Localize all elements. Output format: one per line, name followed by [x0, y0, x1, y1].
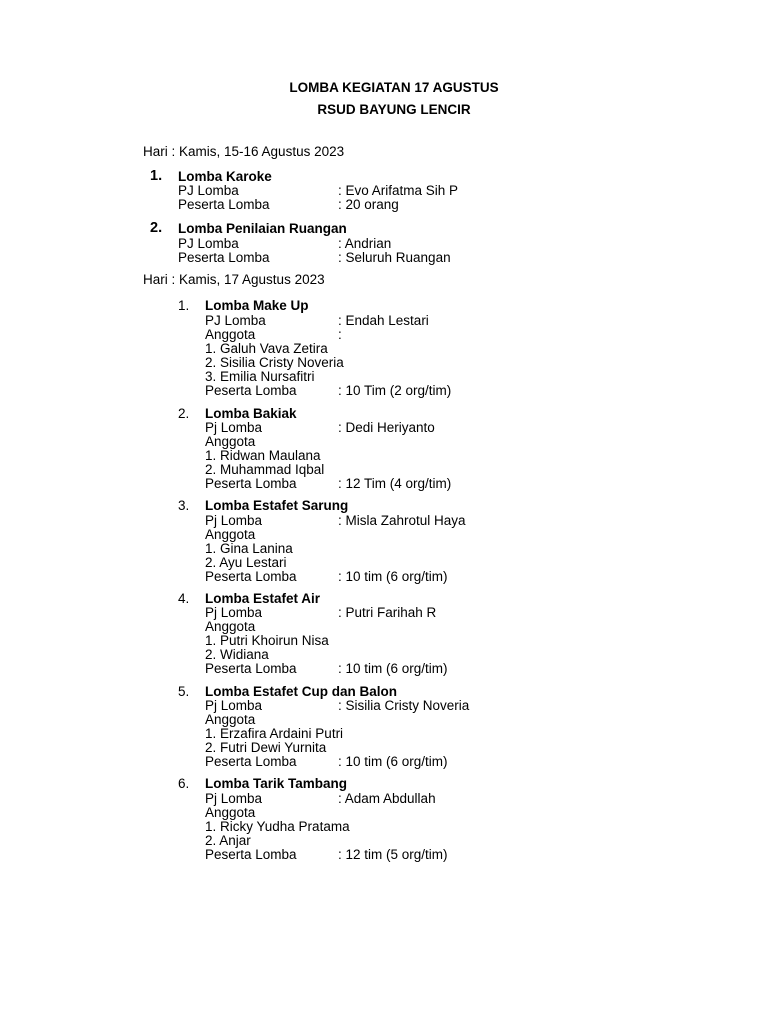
event-name: Lomba Tarik Tambang	[205, 776, 348, 791]
event-number: 4.	[178, 591, 190, 606]
peserta-label: Peserta Lomba	[205, 754, 297, 769]
peserta-value: : 20 orang	[338, 197, 399, 212]
member-item: 1. Erzafira Ardaini Putri	[205, 726, 344, 741]
day1-event-name: Lomba Karoke	[178, 169, 272, 184]
peserta-label: Peserta Lomba	[205, 569, 297, 584]
member-item: 2. Ayu Lestari	[205, 555, 287, 570]
pj-label: Pj Lomba	[205, 420, 263, 435]
member-item: 1. Gina Lanina	[205, 541, 293, 556]
pj-value: : Endah Lestari	[338, 313, 429, 328]
pj-label: PJ Lomba	[178, 236, 239, 251]
peserta-label: Peserta Lomba	[205, 847, 297, 862]
pj-value: : Andrian	[338, 236, 392, 251]
document-title: LOMBA KEGIATAN 17 AGUSTUS	[289, 80, 499, 95]
peserta-label: Peserta Lomba	[178, 197, 270, 212]
anggota-label: Anggota	[205, 327, 256, 342]
pj-label: Pj Lomba	[205, 791, 263, 806]
peserta-label: Peserta Lomba	[205, 661, 297, 676]
event-number: 3.	[178, 498, 190, 513]
pj-label: Pj Lomba	[205, 605, 263, 620]
pj-value: : Adam Abdullah	[338, 791, 436, 806]
peserta-label: Peserta Lomba	[205, 383, 297, 398]
member-item: 1. Ridwan Maulana	[205, 448, 321, 463]
peserta-value: : 10 tim (6 org/tim)	[338, 754, 448, 769]
member-item: 3. Emilia Nursafitri	[205, 369, 315, 384]
peserta-value: : 12 Tim (4 org/tim)	[338, 476, 452, 491]
peserta-value: : 10 tim (6 org/tim)	[338, 661, 448, 676]
event-name: Lomba Make Up	[205, 298, 309, 313]
peserta-label: Peserta Lomba	[178, 250, 270, 265]
pj-value: : Putri Farihah R	[338, 605, 437, 620]
event-number: 6.	[178, 776, 190, 791]
document-subtitle: RSUD BAYUNG LENCIR	[317, 102, 471, 117]
peserta-value: : 12 tim (5 org/tim)	[338, 847, 448, 862]
event-number: 1.	[178, 298, 190, 313]
anggota-label: Anggota	[205, 712, 256, 727]
anggota-label: Anggota	[205, 619, 256, 634]
pj-label: Pj Lomba	[205, 698, 263, 713]
day2-label: Hari : Kamis, 17 Agustus 2023	[143, 272, 325, 287]
anggota-colon: :	[338, 327, 342, 342]
member-item: 2. Muhammad Iqbal	[205, 462, 325, 477]
anggota-label: Anggota	[205, 434, 256, 449]
day1-event-number: 2.	[150, 220, 163, 236]
peserta-label: Peserta Lomba	[205, 476, 297, 491]
member-item: 2. Widiana	[205, 647, 269, 662]
member-item: 1. Ricky Yudha Pratama	[205, 819, 350, 834]
day1-event-name: Lomba Penilaian Ruangan	[178, 221, 347, 236]
pj-label: Pj Lomba	[205, 513, 263, 528]
pj-value: : Evo Arifatma Sih P	[338, 183, 459, 198]
peserta-value: : 10 tim (6 org/tim)	[338, 569, 448, 584]
peserta-value: : 10 Tim (2 org/tim)	[338, 383, 452, 398]
anggota-label: Anggota	[205, 805, 256, 820]
member-item: 2. Sisilia Cristy Noveria	[205, 355, 344, 370]
pj-value: : Sisilia Cristy Noveria	[338, 698, 470, 713]
event-name: Lomba Estafet Sarung	[205, 498, 349, 513]
member-item: 1. Galuh Vava Zetira	[205, 341, 328, 356]
day1-label: Hari : Kamis, 15-16 Agustus 2023	[143, 144, 345, 159]
event-number: 5.	[178, 684, 190, 699]
day1-event-number: 1.	[150, 168, 163, 184]
anggota-label: Anggota	[205, 527, 256, 542]
member-item: 1. Putri Khoirun Nisa	[205, 633, 329, 648]
event-name: Lomba Estafet Cup dan Balon	[205, 684, 398, 699]
pj-label: PJ Lomba	[178, 183, 239, 198]
event-number: 2.	[178, 406, 190, 421]
peserta-value: : Seluruh Ruangan	[338, 250, 451, 265]
pj-label: PJ Lomba	[205, 313, 266, 328]
event-name: Lomba Estafet Air	[205, 591, 321, 606]
pj-value: : Misla Zahrotul Haya	[338, 513, 466, 528]
event-name: Lomba Bakiak	[205, 406, 297, 421]
member-item: 2. Anjar	[205, 833, 251, 848]
member-item: 2. Futri Dewi Yurnita	[205, 740, 327, 755]
pj-value: : Dedi Heriyanto	[338, 420, 435, 435]
